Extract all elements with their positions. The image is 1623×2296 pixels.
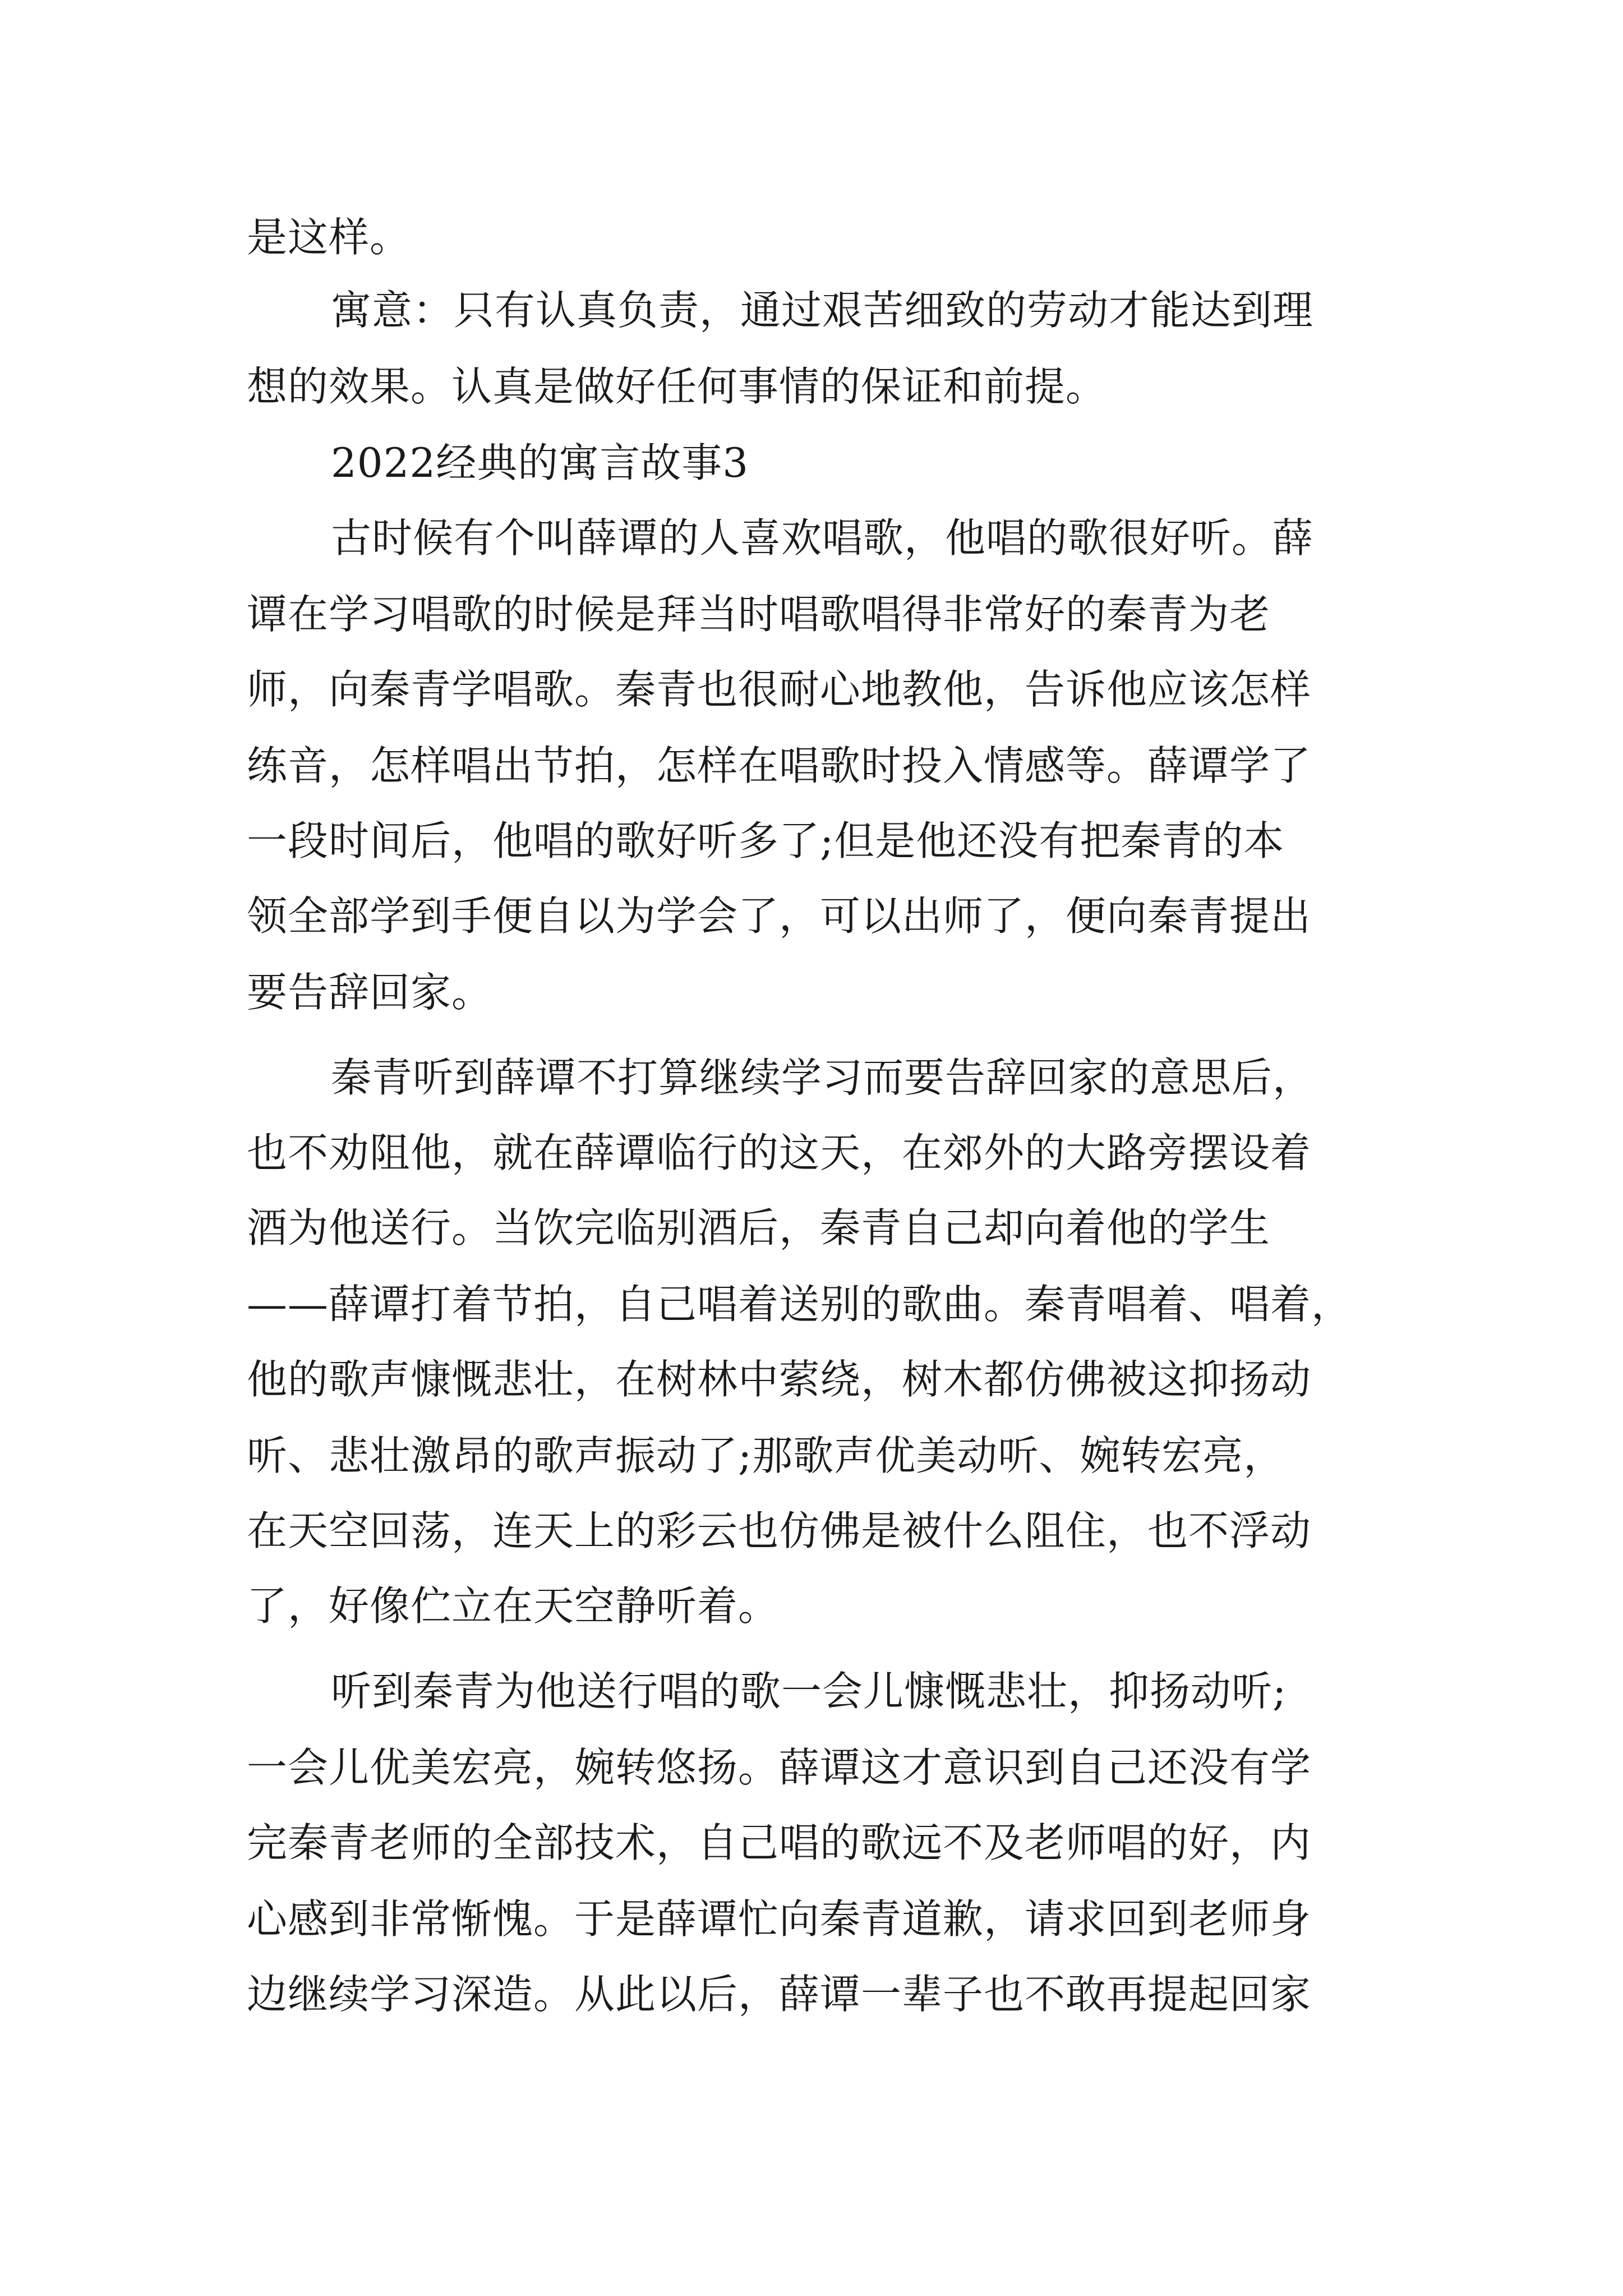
text-line-23: 心感到非常惭愧。于是薛谭忙向秦青道歉，请求回到老师身	[247, 1895, 1312, 1943]
text-line-15: ——薛谭打着节拍，自己唱着送别的歌曲。秦青唱着、唱着，	[247, 1281, 1353, 1328]
section-heading: 2022经典的寓言故事3	[331, 439, 749, 486]
text-line-3: 想的效果。认真是做好任何事情的保证和前提。	[247, 363, 1107, 410]
text-line-8: 练音，怎样唱出节拍，怎样在唱歌时投入情感等。薛谭学了	[247, 742, 1312, 789]
text-line-11: 要告辞回家。	[247, 969, 493, 1016]
text-line-9: 一段时间后，他唱的歌好听多了;但是他还没有把秦青的本	[247, 817, 1285, 864]
text-line-5: 古时候有个叫薛谭的人喜欢唱歌，他唱的歌很好听。薛	[331, 514, 1314, 562]
text-line-1: 是这样。	[247, 214, 411, 261]
text-line-18: 在天空回荡，连天上的彩云也仿佛是被什么阻住，也不浮动	[247, 1507, 1312, 1554]
text-line-7: 师，向秦青学唱歌。秦青也很耐心地教他，告诉他应该怎样	[247, 666, 1312, 713]
text-line-20: 听到秦青为他送行唱的歌一会儿慷慨悲壮，抑扬动听;	[331, 1668, 1287, 1715]
text-line-10: 领全部学到手便自以为学会了，可以出师了，便向秦青提出	[247, 892, 1312, 940]
text-line-14: 酒为他送行。当饮完临别酒后，秦青自己却向着他的学生	[247, 1204, 1271, 1251]
text-line-16: 他的歌声慷慨悲壮，在树林中萦绕，树木都仿佛被这抑扬动	[247, 1356, 1312, 1403]
text-line-12: 秦青听到薛谭不打算继续学习而要告辞回家的意思后，	[331, 1054, 1314, 1101]
text-line-17: 听、悲壮激昂的歌声振动了;那歌声优美动听、婉转宏亮，	[247, 1432, 1285, 1479]
text-line-22: 完秦青老师的全部技术，自己唱的歌远不及老师唱的好，内	[247, 1819, 1312, 1866]
text-line-2: 寓意：只有认真负责，通过艰苦细致的劳动才能达到理	[331, 287, 1314, 334]
text-line-21: 一会儿优美宏亮，婉转悠扬。薛谭这才意识到自己还没有学	[247, 1744, 1312, 1791]
text-line-19: 了，好像伫立在天空静听着。	[247, 1582, 780, 1630]
text-line-6: 谭在学习唱歌的时候是拜当时唱歌唱得非常好的秦青为老	[247, 591, 1271, 638]
text-line-13: 也不劝阻他，就在薛谭临行的这天，在郊外的大路旁摆设着	[247, 1129, 1312, 1176]
text-line-24: 边继续学习深造。从此以后，薛谭一辈子也不敢再提起回家	[247, 1971, 1312, 2018]
